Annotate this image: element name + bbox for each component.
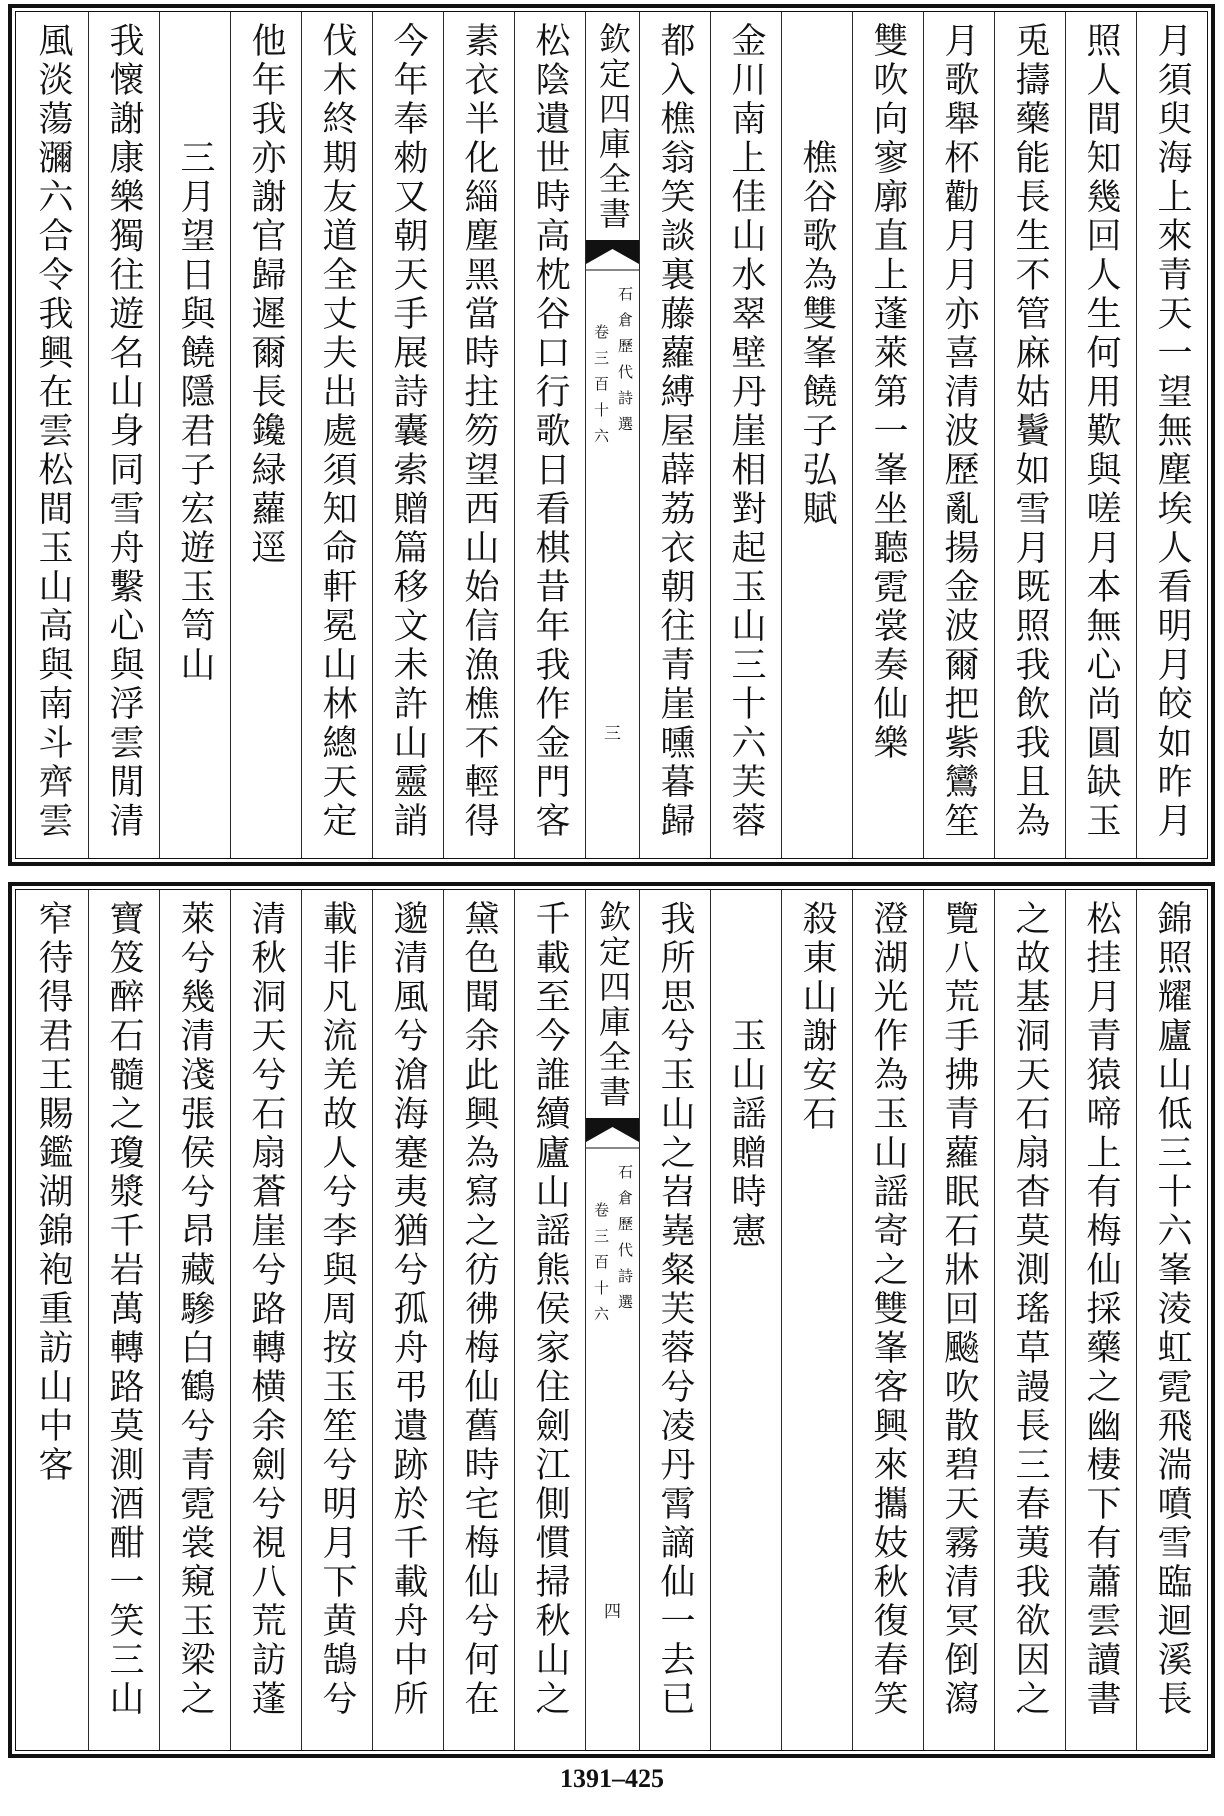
fold-volume-number: 卷三百十六 — [592, 324, 610, 454]
plate-number: 1391–425 — [560, 1764, 664, 1793]
text-column: 殺東山謝安石 — [781, 890, 852, 1750]
text-column: 澄湖光作為玉山謡寄之雙峯客興來攜妓秋復春笑 — [852, 890, 923, 1750]
text-column: 月歌舉杯勸月月亦喜清波歷亂揚金波爾把紫鸞笙 — [923, 12, 994, 858]
fold-book-title: 石倉歷代詩選 — [616, 1164, 634, 1320]
text-column: 月須臾海上來青天一望無塵埃人看明月皎如昨月 — [1136, 12, 1207, 858]
fold-book-title: 石倉歷代詩選 — [616, 286, 634, 442]
text-column: 風淡蕩瀰六合令我興在雲松間玉山高與南斗齊雲 — [33, 22, 73, 841]
text-column: 寶笈醉石髓之瓊漿千岩萬轉路莫測酒酣一笑三山 — [88, 890, 159, 1750]
fold-page-number: 三 — [604, 724, 621, 744]
text-column: 伐木終期友道全丈夫出處須知命軒冕山林總天定 — [301, 12, 372, 858]
fishtail-mark-icon — [586, 1118, 639, 1150]
fold-column — [585, 890, 639, 1750]
poem-title-column: 三月望日與饒隱君子宏遊玉笥山 — [159, 12, 230, 858]
text-column: 松挂月青猿啼上有梅仙採藥之幽棲下有蕭雲讀書 — [1065, 890, 1136, 1750]
text-column: 錦照耀廬山低三十六峯淩虹霓飛湍噴雪臨迴溪長 — [1136, 890, 1207, 1750]
text-column: 今年奉勑又朝天手展詩囊索贈篇移文未許山靈誚 — [372, 12, 443, 858]
text-column: 我所思兮玉山之岧嶤粲芙蓉兮凌丹霄謫仙一去已 — [639, 890, 710, 1750]
text-column: 金川南上佳山水翠壁丹崖相對起玉山三十六芙蓉 — [710, 12, 781, 858]
text-column: 萊兮幾清淺張侯兮昂藏驂白鶴兮青霓裳窺玉梁之 — [159, 890, 230, 1750]
text-column: 黛色聞余此興為寫之彷彿梅仙舊時宅梅仙兮何在 — [443, 890, 514, 1750]
text-column: 覽八荒手拂青蘿眠石牀回飈吹散碧天霧清冥倒瀉 — [923, 890, 994, 1750]
lower-page-frame — [8, 882, 1215, 1758]
fishtail-mark-icon — [586, 240, 639, 272]
text-column: 松陰遺世時高枕谷口行歌日看棋昔年我作金門客 — [514, 12, 585, 858]
poem-title-column: 玉山謡贈時憲 — [710, 890, 781, 1750]
text-column: 雙吹向寥廓直上蓬萊第一峯坐聽霓裳奏仙樂 — [852, 12, 923, 858]
text-column: 兎擣藥能長生不管麻姑鬢如雪月既照我飲我且為 — [994, 12, 1065, 858]
text-column: 千載至今誰續廬山謡熊侯家住劍江側慣掃秋山之 — [514, 890, 585, 1750]
text-column: 照人間知幾回人生何用歎與嗟月本無心尚圓缺玉 — [1065, 12, 1136, 858]
text-column: 之故基洞天石扇杳莫測瑤草謾長三春荑我欲因之 — [994, 890, 1065, 1750]
text-column: 清秋洞天兮石扇蒼崖兮路轉横余劍兮視八荒訪蓬 — [230, 890, 301, 1750]
fold-column — [585, 12, 639, 858]
upper-page-frame — [8, 4, 1215, 866]
fold-page-number: 四 — [604, 1602, 621, 1622]
poem-title-column: 樵谷歌為雙峯饒子弘賦 — [781, 12, 852, 858]
text-column: 載非凡流羌故人兮李與周按玉笙兮明月下黄鵠兮 — [301, 890, 372, 1750]
text-column: 我懷謝康樂獨往遊名山身同雪舟繫心與浮雲閒清 — [88, 12, 159, 858]
fold-collection-title: 欽定四庫全書 — [594, 900, 632, 1110]
text-column: 都入樵翁笑談裏藤蘿縛屋薜荔衣朝往青崖曛暮歸 — [639, 12, 710, 858]
upper-page-grid — [15, 11, 1208, 859]
text-column: 他年我亦謝官歸遲爾長鑱緑蘿逕 — [230, 12, 301, 858]
fold-volume-number: 卷三百十六 — [592, 1202, 610, 1332]
text-column: 邈清風兮滄海蹇夷猶兮孤舟弔遺跡於千載舟中所 — [372, 890, 443, 1750]
text-column: 素衣半化緇塵黑當時拄笏望西山始信漁樵不輕得 — [443, 12, 514, 858]
text-column: 窄待得君王賜鑑湖錦袍重訪山中客 — [33, 900, 73, 1485]
lower-page-grid — [15, 889, 1208, 1751]
fold-collection-title: 欽定四庫全書 — [594, 22, 632, 232]
